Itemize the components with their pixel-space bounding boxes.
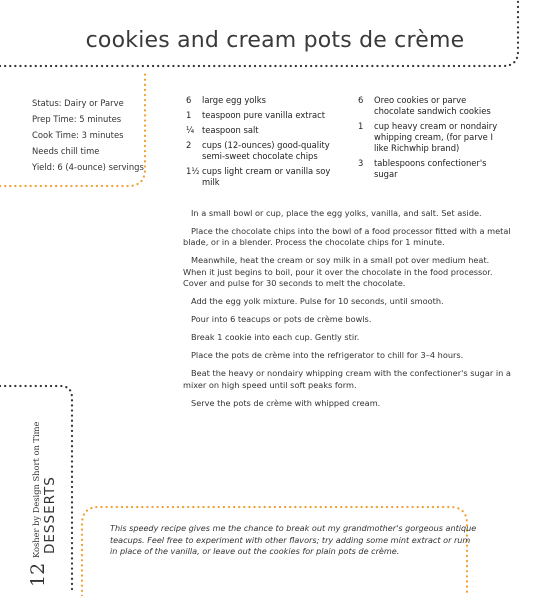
recipe-title: cookies and cream pots de crème: [85, 28, 465, 53]
ingredient-text: teaspoon pure vanilla extract: [202, 110, 326, 120]
section-name: DESSERTS: [42, 476, 58, 554]
book-title: Kosher by Design Short on Time: [31, 421, 41, 558]
yield-line: Yield: 6 (4-ounce) servings: [32, 162, 144, 172]
direction-step: Add the egg yolk mixture. Pulse for 10 seconds, until smooth.: [191, 296, 444, 307]
direction-step: Beat the heavy or nondairy whipping cream with the confectioner's sugar in a mixer on high speed until soft peaks form.: [183, 368, 511, 390]
ingredient-text: tablespoons confectioner's sugar: [374, 158, 487, 179]
direction-step: In a small bowl or cup, place the egg yolks, vanilla, and salt. Set aside.: [191, 208, 482, 218]
direction-step: Serve the pots de crème with whipped cream.: [191, 397, 381, 408]
page-number: 12: [27, 562, 49, 587]
ingredient-item: [186, 125, 348, 136]
direction-step: Place the chocolate chips into the bowl of a food processor fitted with a metal blade, or in a blender. Process the chocolate chips for 1 minute.: [183, 226, 511, 248]
ingredient-quantity: 6: [358, 95, 364, 105]
prep-time-line: Prep Time: 5 minutes: [32, 114, 122, 124]
ingredient-item: [186, 95, 348, 106]
cook-time-line: Cook Time: 3 minutes: [32, 130, 124, 140]
status-line: Status: Dairy or Parve: [32, 98, 124, 108]
ingredient-text: cup heavy cream or nondairy whipping cream, (for parve I like Richwhip brand): [374, 121, 498, 153]
ingredient-quantity: 6: [186, 95, 192, 105]
author-note: This speedy recipe gives me the chance to break out my grandmother's gorgeous antique teacups. Feel free to experiment with other flavors; try adding some mint extract or rum in place of the vanilla, or leave out the cookies for plain pots de crème.: [110, 523, 477, 557]
ingredient-item: [186, 166, 348, 188]
direction-step: Break 1 cookie into each cup. Gently stir.: [191, 332, 360, 343]
direction-step: Place the pots de crème into the refrigerator to chill for 3–4 hours.: [191, 350, 464, 361]
ingredient-text: teaspoon salt: [202, 125, 259, 135]
direction-step: Pour into 6 teacups or pots de crème bowls.: [191, 314, 372, 325]
ingredient-quantity: ¼: [186, 125, 195, 135]
ingredient-item: [186, 110, 348, 121]
ingredient-text: large egg yolks: [202, 95, 266, 105]
direction-step: Meanwhile, heat the cream or soy milk in a small pot over medium heat. When it just begins to boil, pour it over the chocolate in the food processor. Cover and pulse for 30 seconds to melt the chocolate.: [183, 255, 493, 289]
recipe-info: [32, 95, 144, 175]
ingredient-quantity: 1½: [186, 166, 200, 176]
chill-line: Needs chill time: [32, 146, 100, 156]
ingredient-quantity: 3: [358, 158, 364, 168]
ingredients-column-2: [358, 95, 508, 184]
ingredients-column-1: [186, 95, 348, 192]
ingredient-text: cups light cream or vanilla soy milk: [202, 166, 331, 187]
ingredient-quantity: 2: [186, 140, 192, 150]
recipe-directions: [183, 208, 511, 416]
ingredient-text: cups (12-ounces) good-quality semi-sweet chocolate chips: [202, 140, 330, 161]
ingredient-item: [186, 140, 348, 162]
ingredient-text: Oreo cookies or parve chocolate sandwich cookies: [374, 95, 491, 116]
ingredient-item: [358, 121, 508, 154]
ingredient-item: [358, 158, 508, 180]
ingredient-quantity: 1: [358, 121, 364, 131]
ingredient-quantity: 1: [186, 110, 192, 120]
ingredient-item: [358, 95, 508, 117]
